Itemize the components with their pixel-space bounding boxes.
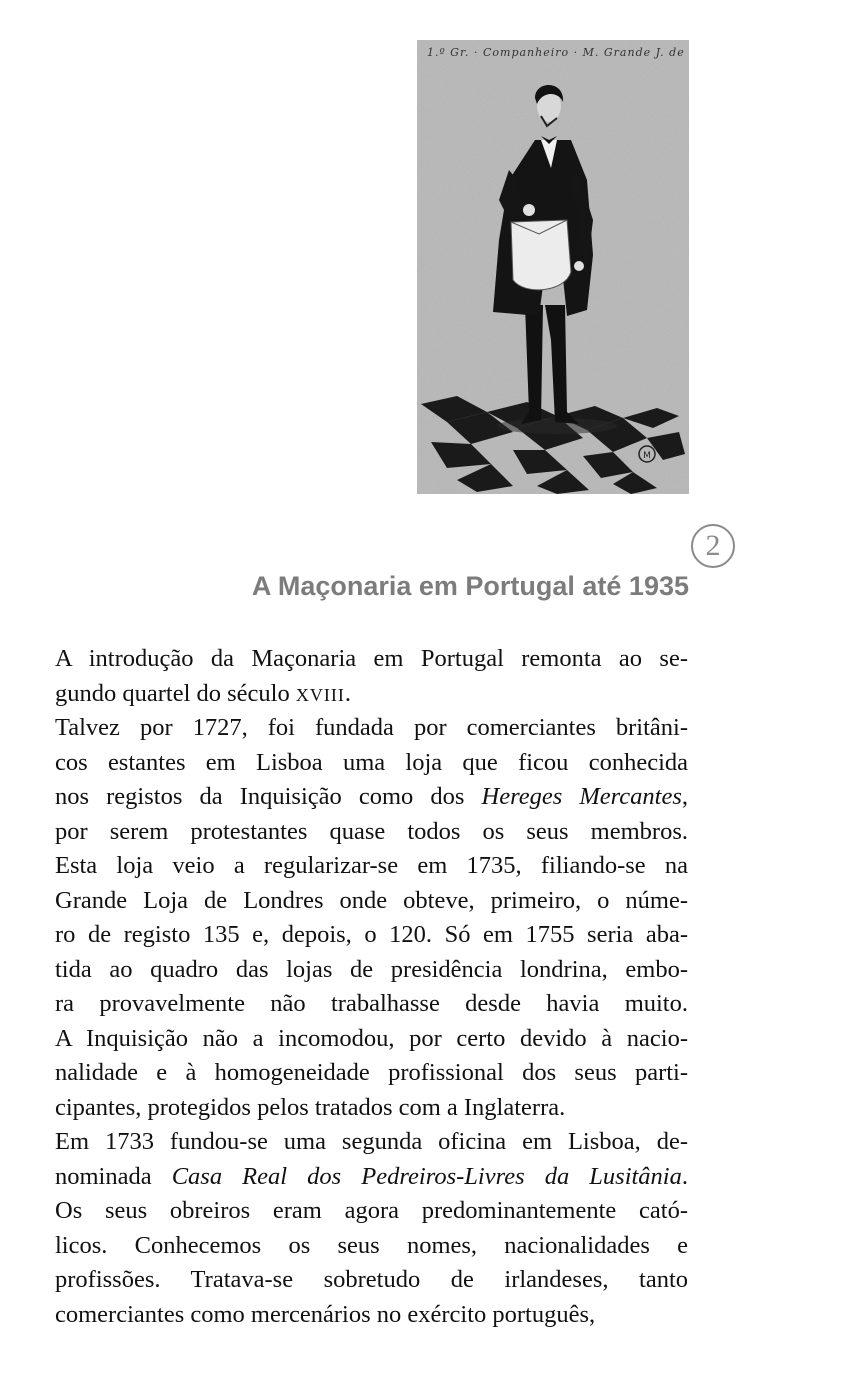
text-line [55, 1229, 688, 1264]
text-run: licos. Conhecemos os seus nomes, nacionalidades e [55, 1231, 688, 1259]
italic-title: Hereges Mercantes [481, 783, 682, 810]
figure-apron [511, 220, 571, 290]
svg-text:M: M [643, 451, 651, 461]
illustration-freemason-figure [417, 40, 689, 494]
text-line [55, 677, 688, 712]
text-run: Grande Loja de Londres onde obteve, primeiro, o núme- [55, 886, 688, 914]
text-run: cos estantes em Lisboa uma loja que ficou conhecida [55, 748, 688, 776]
text-run: cipantes, protegidos pelos tratados com a Inglaterra. [55, 1093, 566, 1121]
text-run: Talvez por 1727, foi fundada por comerciantes britâni- [55, 714, 688, 741]
text-line [55, 1022, 688, 1057]
text-line [55, 1125, 688, 1160]
text-line [55, 746, 688, 781]
text-run: nominada [55, 1162, 172, 1190]
text-line [55, 642, 688, 677]
text-run: Os seus obreiros eram agora predominantemente cató- [55, 1197, 688, 1224]
paragraph [55, 1125, 688, 1332]
text-run: tida ao quadro das lojas de presidência londrina, embo- [55, 955, 688, 983]
italic-title: Casa Real dos Pedreiros-Livres da Lusitânia [171, 1162, 682, 1190]
chapter-title: A Maçonaria em Portugal até 1935 [251, 571, 689, 601]
illustration-caption: 1.º Gr. · Companheiro · M. Grande J. de [427, 46, 685, 59]
text-run: Esta loja veio a regularizar-se em 1735, filiando-se na [55, 852, 688, 879]
text-line [55, 1263, 688, 1298]
paragraph [55, 642, 688, 711]
text-run: nos registos da Inquisição como dos [55, 783, 482, 810]
text-line [55, 849, 688, 884]
text-run: Em 1733 fundou-se uma segunda oficina em Lisboa, de- [55, 1128, 688, 1155]
text-run: ro de registo 135 e, depois, o 120. Só em 1755 seria aba- [55, 921, 688, 948]
body-text [55, 642, 688, 1332]
text-run: comerciantes como mercenários no exército português, [55, 1300, 596, 1328]
text-line [55, 1056, 688, 1091]
text-run: A Inquisição não a incomodou, por certo devido à nacio- [55, 1024, 688, 1052]
text-line [55, 1091, 688, 1126]
text-run: A introdução da Maçonaria em Portugal remonta ao se- [55, 645, 688, 672]
text-run: profissões. Tratava-se sobretudo de irlandeses, tanto [55, 1266, 688, 1293]
text-line [55, 780, 688, 815]
text-run: por serem protestantes quase todos os seus membros. [55, 817, 688, 845]
text-line [55, 1194, 688, 1229]
text-run: gundo quartel do século [55, 679, 296, 707]
text-line [55, 918, 688, 953]
text-run: ra provavelmente não trabalhasse desde havia muito. [55, 990, 688, 1017]
paragraph [55, 711, 688, 1125]
century-numeral: XVIII [295, 684, 345, 705]
text-line [55, 711, 688, 746]
text-line [55, 815, 688, 850]
text-run: , [681, 783, 688, 810]
freemason-drawing [417, 40, 689, 494]
text-line [55, 987, 688, 1022]
text-line [55, 953, 688, 988]
chapter-number-badge: 2 [691, 524, 735, 568]
text-line [55, 1160, 688, 1195]
text-line [55, 884, 688, 919]
text-run: . [681, 1162, 688, 1190]
text-run: . [344, 679, 351, 707]
text-line [55, 1298, 688, 1333]
text-run: nalidade e à homogeneidade profissional dos seus parti- [55, 1059, 688, 1086]
